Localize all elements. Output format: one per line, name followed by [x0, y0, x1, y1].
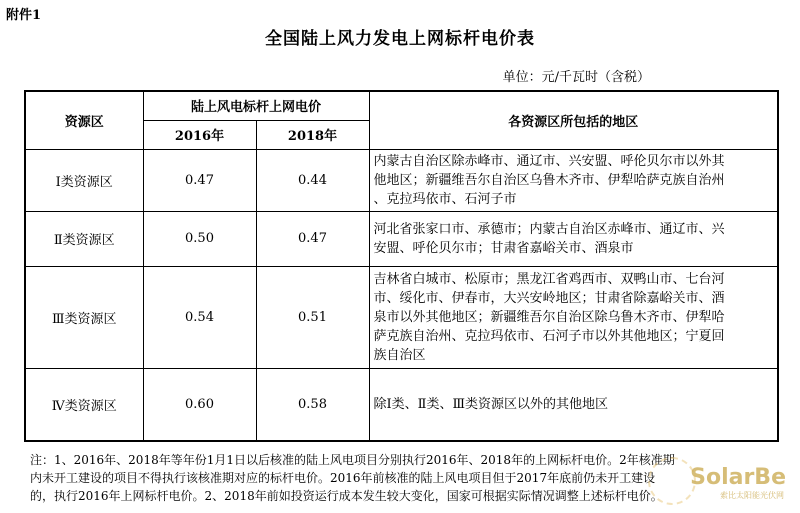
unit-label: 单位：元/千瓦时（含税） [502, 70, 650, 85]
row-area: Ⅳ类资源区 [25, 368, 143, 441]
row-price-2018: 0.47 [256, 211, 369, 266]
region-line: 河北省张家口市、承德市；内蒙古自治区赤峰市、通辽市、兴 [373, 221, 725, 237]
watermark-sun-icon [648, 457, 696, 505]
row-price-2016: 0.54 [143, 266, 256, 368]
row-area: Ⅱ类资源区 [25, 211, 143, 266]
watermark-logo: SolarBe [690, 465, 786, 490]
note-line: 内未开工建设的项目不得执行该核准期对应的标杆电价。2016年前核准的陆上风电项目但于2017年底前仍未开工建设 [30, 471, 656, 485]
row-area: Ⅲ类资源区 [25, 266, 143, 368]
row-area: Ⅰ类资源区 [25, 149, 143, 211]
table-row [25, 211, 778, 266]
header-year-2018: 2018年 [256, 120, 369, 149]
region-line: 他地区；新疆维吾尔自治区乌鲁木齐市、伊犁哈萨克族自治州 [373, 172, 725, 188]
region-line: 除Ⅰ类、Ⅱ类、Ⅲ类资源区以外的其他地区 [373, 396, 609, 412]
region-line: 萨克族自治州、克拉玛依市、石河子市以外其他地区；宁夏回 [373, 328, 725, 344]
note-line: 的，执行2016年上网标杆电价。2、2018年前如投资运行成本发生较大变化，国家可根据实际情况调整上述标杆电价。 [30, 489, 663, 503]
row-price-2016: 0.50 [143, 211, 256, 266]
region-line: 市、绥化市、伊春市，大兴安岭地区；甘肃省除嘉峪关市、酒 [373, 290, 725, 306]
watermark-subtitle: 索比太阳能光伏网 [720, 491, 784, 500]
header-year-2016: 2016年 [143, 120, 256, 149]
row-price-2018: 0.44 [256, 149, 369, 211]
row-price-2018: 0.51 [256, 266, 369, 368]
table-row [25, 149, 778, 211]
table-row [25, 368, 778, 441]
note-line: 注：1、2016年、2018年等年份1月1日以后核准的陆上风电项目分别执行2016年、2018年的上网标杆电价。2年核准期 [30, 453, 675, 467]
row-regions [369, 266, 778, 368]
region-line: 族自治区 [373, 347, 426, 363]
price-table [24, 90, 779, 442]
header-regions: 各资源区所包括的地区 [369, 91, 778, 149]
attachment-label: 附件1 [6, 8, 42, 23]
region-line: 、克拉玛依市、石河子市 [373, 191, 517, 207]
row-price-2018: 0.58 [256, 368, 369, 441]
table-header-row [25, 91, 778, 120]
region-line: 内蒙古自治区除赤峰市、通辽市、兴安盟、呼伦贝尔市以外其 [373, 153, 725, 169]
row-regions [369, 149, 778, 211]
page-title: 全国陆上风力发电上网标杆电价表 [265, 29, 535, 49]
region-line: 安盟、呼伦贝尔市；甘肃省嘉峪关市、酒泉市 [373, 240, 634, 256]
row-regions [369, 368, 778, 441]
row-regions [369, 211, 778, 266]
row-price-2016: 0.60 [143, 368, 256, 441]
table-row [25, 266, 778, 368]
region-line: 吉林省白城市、松原市；黑龙江省鸡西市、双鸭山市、七台河 [373, 271, 725, 287]
header-resource-area: 资源区 [25, 91, 143, 149]
row-price-2016: 0.47 [143, 149, 256, 211]
region-line: 泉市以外其他地区；新疆维吾尔自治区除乌鲁木齐市、伊犁哈 [373, 309, 725, 325]
header-price-group: 陆上风电标杆上网电价 [143, 91, 369, 120]
